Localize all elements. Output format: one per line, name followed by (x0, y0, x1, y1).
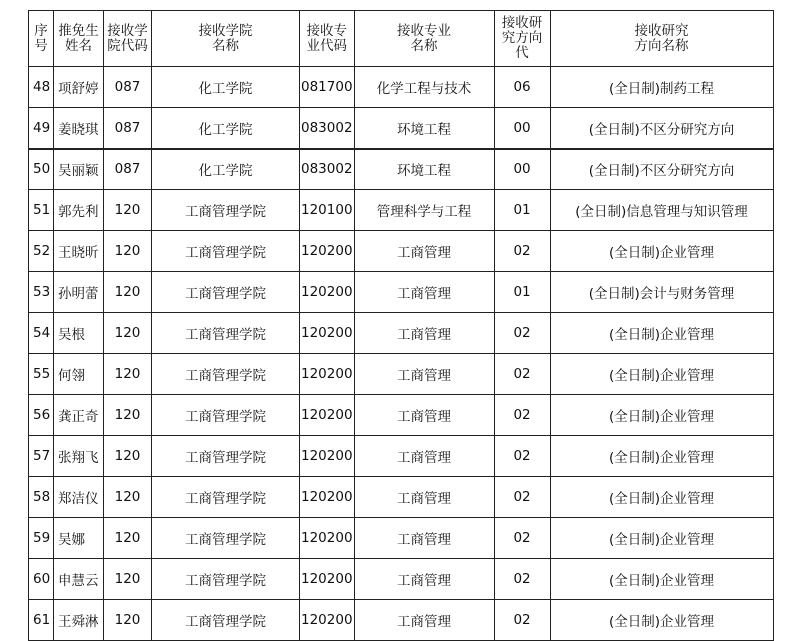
cell-direction-code: 02 (494, 354, 550, 395)
cell-direction-name: (全日制)企业管理 (550, 518, 773, 559)
header-row (29, 11, 774, 67)
cell-direction-name: (全日制)不区分研究方向 (550, 149, 773, 190)
cell-college-code: 120 (104, 477, 152, 518)
cell-major-code: 120200 (300, 231, 355, 272)
cell-major-code: 120200 (300, 600, 355, 641)
cell-direction-code: 02 (494, 600, 550, 641)
table-row (29, 395, 774, 436)
cell-direction-name: (全日制)企业管理 (550, 436, 773, 477)
cell-college-code: 120 (104, 395, 152, 436)
cell-college-name: 化工学院 (152, 149, 300, 190)
table-row (29, 108, 774, 149)
cell-major-code: 083002 (300, 149, 355, 190)
table-row (29, 559, 774, 600)
cell-direction-name: (全日制)企业管理 (550, 313, 773, 354)
cell-major-name: 工商管理 (354, 518, 494, 559)
table-body (29, 67, 774, 641)
cell-college-code: 120 (104, 518, 152, 559)
cell-direction-code: 02 (494, 518, 550, 559)
table-row (29, 313, 774, 354)
cell-college-name: 工商管理学院 (152, 395, 300, 436)
cell-direction-name: (全日制)企业管理 (550, 231, 773, 272)
cell-seq: 59 (29, 518, 54, 559)
cell-major-name: 化学工程与技术 (354, 67, 494, 108)
cell-student-name: 孙明蕾 (54, 272, 104, 313)
cell-major-name: 工商管理 (354, 313, 494, 354)
cell-major-code: 120200 (300, 477, 355, 518)
table-row (29, 354, 774, 395)
cell-direction-code: 02 (494, 436, 550, 477)
table-row (29, 436, 774, 477)
cell-college-code: 087 (104, 108, 152, 149)
cell-major-name: 工商管理 (354, 436, 494, 477)
cell-seq: 55 (29, 354, 54, 395)
header-college-name: 接收学院名称 (152, 11, 300, 67)
cell-seq: 50 (29, 149, 54, 190)
cell-college-code: 120 (104, 313, 152, 354)
cell-student-name: 郑洁仪 (54, 477, 104, 518)
cell-college-name: 工商管理学院 (152, 600, 300, 641)
table-row (29, 272, 774, 313)
table-row (29, 518, 774, 559)
cell-direction-code: 00 (494, 108, 550, 149)
cell-student-name: 吴丽颖 (54, 149, 104, 190)
cell-major-name: 工商管理 (354, 395, 494, 436)
cell-direction-code: 06 (494, 67, 550, 108)
cell-seq: 54 (29, 313, 54, 354)
cell-direction-name: (全日制)信息管理与知识管理 (550, 190, 773, 231)
cell-college-code: 120 (104, 354, 152, 395)
header-direction-name: 接收研究方向名称 (550, 11, 773, 67)
cell-direction-code: 01 (494, 272, 550, 313)
cell-direction-name: (全日制)企业管理 (550, 477, 773, 518)
cell-college-code: 120 (104, 272, 152, 313)
table-row (29, 231, 774, 272)
cell-major-name: 工商管理 (354, 600, 494, 641)
cell-seq: 53 (29, 272, 54, 313)
table-row (29, 477, 774, 518)
cell-student-name: 申慧云 (54, 559, 104, 600)
cell-student-name: 龚正奇 (54, 395, 104, 436)
cell-student-name: 张翔飞 (54, 436, 104, 477)
cell-college-code: 120 (104, 436, 152, 477)
cell-major-code: 083002 (300, 108, 355, 149)
cell-college-name: 工商管理学院 (152, 313, 300, 354)
cell-student-name: 何翎 (54, 354, 104, 395)
cell-college-name: 工商管理学院 (152, 231, 300, 272)
cell-major-code: 120200 (300, 518, 355, 559)
cell-college-code: 120 (104, 190, 152, 231)
header-major-name: 接收专业名称 (354, 11, 494, 67)
cell-direction-name: (全日制)制药工程 (550, 67, 773, 108)
cell-direction-code: 02 (494, 395, 550, 436)
cell-student-name: 王舜淋 (54, 600, 104, 641)
cell-college-name: 工商管理学院 (152, 190, 300, 231)
header-college-code: 接收学院代码 (104, 11, 152, 67)
cell-major-code: 120100 (300, 190, 355, 231)
header-direction-code: 接收研究方向代 (494, 11, 550, 67)
cell-student-name: 郭先利 (54, 190, 104, 231)
cell-direction-name: (全日制)企业管理 (550, 395, 773, 436)
cell-direction-code: 02 (494, 477, 550, 518)
cell-direction-code: 02 (494, 231, 550, 272)
cell-direction-name: (全日制)会计与财务管理 (550, 272, 773, 313)
cell-major-code: 120200 (300, 559, 355, 600)
cell-seq: 56 (29, 395, 54, 436)
cell-student-name: 姜晓琪 (54, 108, 104, 149)
table-row (29, 149, 774, 190)
cell-direction-name: (全日制)企业管理 (550, 559, 773, 600)
cell-major-name: 环境工程 (354, 108, 494, 149)
cell-college-code: 120 (104, 231, 152, 272)
cell-direction-name: (全日制)不区分研究方向 (550, 108, 773, 149)
cell-direction-code: 02 (494, 559, 550, 600)
cell-college-code: 087 (104, 67, 152, 108)
table-row (29, 190, 774, 231)
cell-direction-name: (全日制)企业管理 (550, 354, 773, 395)
cell-direction-code: 00 (494, 149, 550, 190)
cell-major-name: 管理科学与工程 (354, 190, 494, 231)
cell-major-name: 工商管理 (354, 354, 494, 395)
cell-college-name: 工商管理学院 (152, 354, 300, 395)
cell-major-code: 120200 (300, 395, 355, 436)
cell-major-name: 工商管理 (354, 477, 494, 518)
cell-college-code: 087 (104, 149, 152, 190)
cell-college-code: 120 (104, 559, 152, 600)
cell-seq: 52 (29, 231, 54, 272)
cell-seq: 61 (29, 600, 54, 641)
cell-college-name: 工商管理学院 (152, 559, 300, 600)
cell-college-code: 120 (104, 600, 152, 641)
cell-major-name: 工商管理 (354, 559, 494, 600)
cell-major-code: 120200 (300, 354, 355, 395)
cell-student-name: 吴娜 (54, 518, 104, 559)
cell-major-name: 工商管理 (354, 272, 494, 313)
table-row (29, 67, 774, 108)
cell-seq: 49 (29, 108, 54, 149)
cell-seq: 58 (29, 477, 54, 518)
cell-major-name: 工商管理 (354, 231, 494, 272)
cell-student-name: 王晓昕 (54, 231, 104, 272)
cell-college-name: 化工学院 (152, 67, 300, 108)
cell-college-name: 工商管理学院 (152, 272, 300, 313)
header-student-name: 推免生姓名 (54, 11, 104, 67)
cell-college-name: 工商管理学院 (152, 477, 300, 518)
header-seq: 序号 (29, 11, 54, 67)
cell-direction-code: 01 (494, 190, 550, 231)
cell-student-name: 项舒婷 (54, 67, 104, 108)
cell-direction-name: (全日制)企业管理 (550, 600, 773, 641)
cell-major-code: 120200 (300, 313, 355, 354)
cell-seq: 60 (29, 559, 54, 600)
cell-major-code: 120200 (300, 436, 355, 477)
header-major-code: 接收专业代码 (300, 11, 355, 67)
cell-direction-code: 02 (494, 313, 550, 354)
cell-major-name: 环境工程 (354, 149, 494, 190)
cell-college-name: 工商管理学院 (152, 436, 300, 477)
cell-student-name: 吴根 (54, 313, 104, 354)
cell-major-code: 081700 (300, 67, 355, 108)
recommended-students-table (28, 10, 774, 641)
cell-seq: 51 (29, 190, 54, 231)
cell-seq: 48 (29, 67, 54, 108)
cell-major-code: 120200 (300, 272, 355, 313)
cell-college-name: 工商管理学院 (152, 518, 300, 559)
cell-college-name: 化工学院 (152, 108, 300, 149)
cell-seq: 57 (29, 436, 54, 477)
table-row (29, 600, 774, 641)
